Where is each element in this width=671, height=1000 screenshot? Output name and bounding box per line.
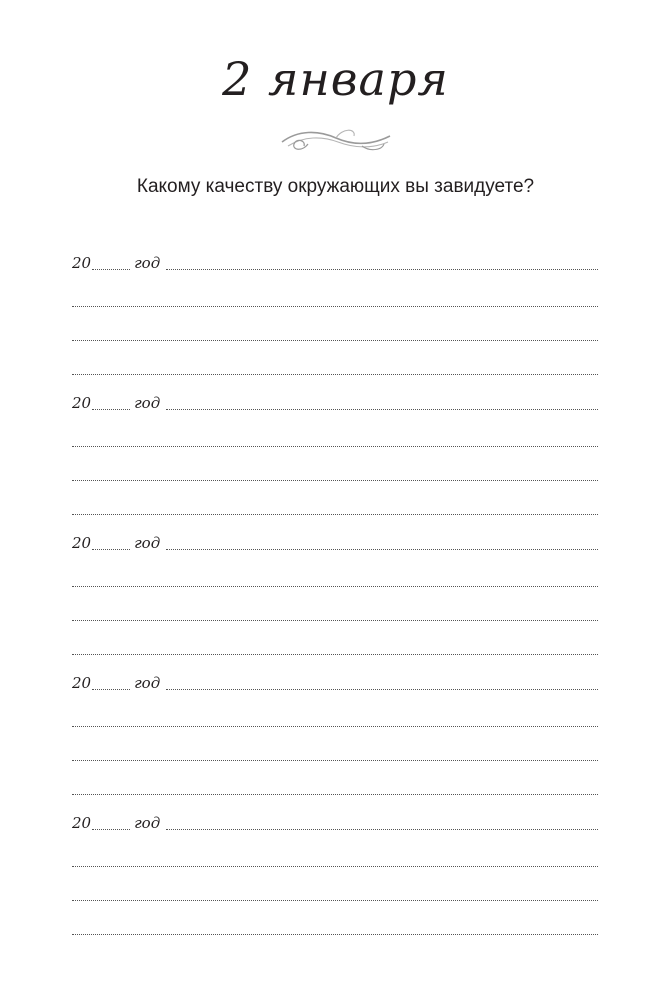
year-fill-line[interactable]: [92, 549, 130, 550]
year-entry-2: [72, 383, 598, 515]
year-entry-1: [72, 243, 598, 375]
answer-line[interactable]: [166, 829, 598, 830]
answer-line[interactable]: [72, 693, 598, 727]
year-entry-3: [72, 523, 598, 655]
year-row[interactable]: [72, 243, 598, 273]
year-fill-line[interactable]: [92, 409, 130, 410]
answer-line[interactable]: [72, 587, 598, 621]
year-prefix: 20: [72, 254, 92, 272]
year-prefix: 20: [72, 674, 92, 692]
year-prefix: 20: [72, 394, 92, 412]
answer-line[interactable]: [166, 689, 598, 690]
year-word: год: [134, 674, 161, 692]
year-entry-4: [72, 663, 598, 795]
answer-line[interactable]: [72, 901, 598, 935]
year-row[interactable]: [72, 663, 598, 693]
answer-line[interactable]: [166, 269, 598, 270]
year-prefix: 20: [72, 814, 92, 832]
answer-line[interactable]: [72, 481, 598, 515]
answer-line[interactable]: [72, 553, 598, 587]
year-word: год: [134, 534, 161, 552]
answer-line[interactable]: [72, 273, 598, 307]
flourish-ornament-icon: [278, 122, 394, 158]
page-date-title: 2 января: [222, 52, 449, 106]
year-fill-line[interactable]: [92, 269, 130, 270]
year-fill-line[interactable]: [92, 829, 130, 830]
year-entry-5: [72, 803, 598, 935]
year-prefix: 20: [72, 534, 92, 552]
question-prompt: Какому качеству окружающих вы завидуете?: [136, 176, 535, 197]
year-word: год: [134, 394, 161, 412]
answer-line[interactable]: [72, 761, 598, 795]
year-row[interactable]: [72, 523, 598, 553]
answer-line[interactable]: [72, 727, 598, 761]
answer-line[interactable]: [72, 621, 598, 655]
year-row[interactable]: [72, 383, 598, 413]
answer-line[interactable]: [166, 549, 598, 550]
answer-line[interactable]: [72, 413, 598, 447]
year-word: год: [134, 254, 161, 272]
answer-line[interactable]: [72, 307, 598, 341]
answer-line[interactable]: [72, 867, 598, 901]
answer-line[interactable]: [72, 341, 598, 375]
answer-line[interactable]: [166, 409, 598, 410]
answer-line[interactable]: [72, 447, 598, 481]
year-row[interactable]: [72, 803, 598, 833]
year-word: год: [134, 814, 161, 832]
answer-line[interactable]: [72, 833, 598, 867]
year-fill-line[interactable]: [92, 689, 130, 690]
